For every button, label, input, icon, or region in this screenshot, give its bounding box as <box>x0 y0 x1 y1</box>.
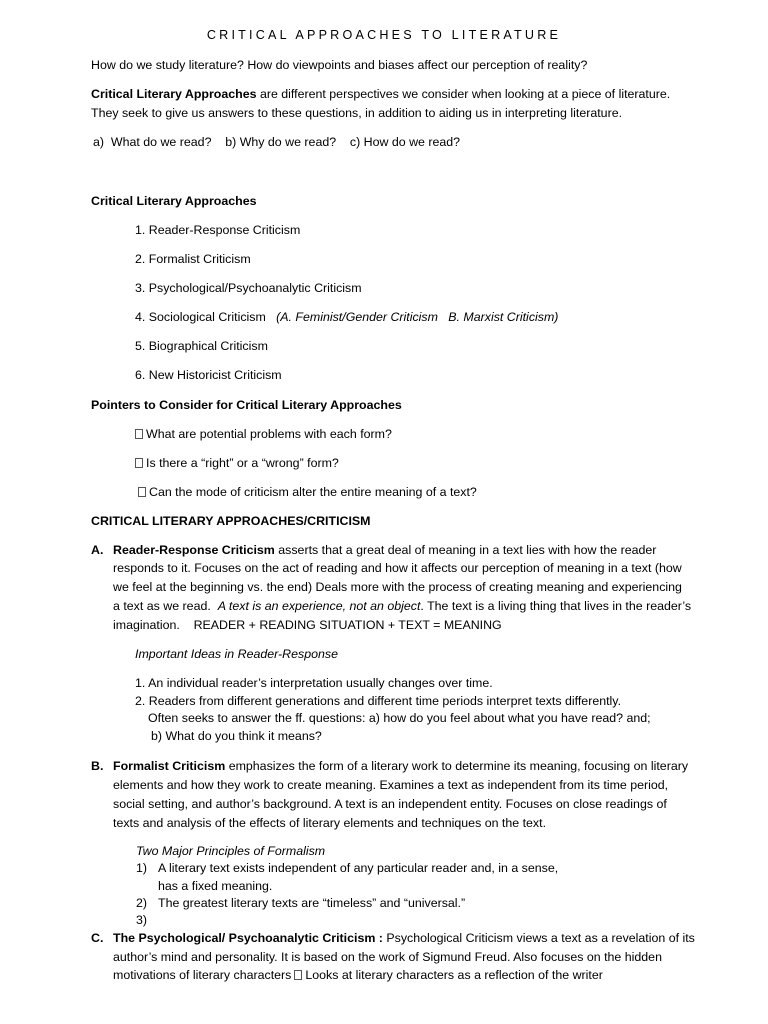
principles-heading: Two Major Principles of Formalism <box>136 844 326 858</box>
section-c-line-3 <box>113 966 603 984</box>
principle-text: has a fixed meaning. <box>158 879 273 893</box>
pointer-text: Can the mode of criticism alter the entire meaning of a text? <box>149 485 477 499</box>
sociological-subtypes: (A. Feminist/Gender Criticism B. Marxist Criticism) <box>276 310 559 324</box>
section-a-emphasis: A text is an experience, not an object <box>217 599 421 613</box>
pointer-item <box>135 454 339 472</box>
section-a-line-1 <box>113 541 656 559</box>
pointer-item <box>135 425 392 443</box>
missing-glyph-icon <box>138 487 146 497</box>
approach-item: 1. Reader-Response Criticism <box>135 223 301 237</box>
section-b-text: emphasizes the form of a literary work to determine its meaning, focusing on literary <box>225 759 689 773</box>
intro-rest: are different perspectives we consider when looking at a piece of literature. <box>256 87 671 101</box>
principle-number: 1) <box>136 861 148 875</box>
section-c-text: motivations of literary characters <box>113 968 292 982</box>
principle-text: A literary text exists independent of any particular reader and, in a sense, <box>158 861 559 875</box>
section-c-line-1 <box>113 929 695 947</box>
section-c-line-2: author’s mind and personality. It is based on the work of Sigmund Freud. Also focuses on the hidden <box>113 950 662 964</box>
approach-item: 5. Biographical Criticism <box>135 339 268 353</box>
approach-item: 6. New Historicist Criticism <box>135 368 282 382</box>
section-b-line-1 <box>113 757 688 775</box>
section-c-marker: C. <box>91 931 104 945</box>
intro-line-1 <box>91 85 670 103</box>
approach-item: 3. Psychological/Psychoanalytic Criticism <box>135 281 362 295</box>
principle-number: 2) <box>136 896 148 910</box>
approach-label: 4. Sociological Criticism <box>135 310 266 324</box>
pointer-item <box>138 483 477 501</box>
intro-question: How do we study literature? How do viewpoints and biases affect our perception of reality? <box>91 58 588 72</box>
section-c-text: Looks at literary characters as a reflection of the writer <box>305 968 603 982</box>
section-a-line-5: imagination. READER + READING SITUATION + TEXT = MEANING <box>113 618 502 632</box>
idea-continuation: b) What do you think it means? <box>151 729 322 743</box>
missing-glyph-icon <box>135 429 143 439</box>
missing-glyph-icon <box>135 458 143 468</box>
section-b-marker: B. <box>91 759 104 773</box>
principle-number: 3) <box>136 913 148 927</box>
section-a-marker: A. <box>91 543 104 557</box>
section-heading: CRITICAL LITERARY APPROACHES/CRITICISM <box>91 514 371 528</box>
idea-item: 2. Readers from different generations and different time periods interpret texts differently. <box>135 694 622 708</box>
page-title: CRITICAL APPROACHES TO LITERATURE <box>206 28 562 42</box>
pointers-heading: Pointers to Consider for Critical Literary Approaches <box>91 398 402 412</box>
approach-item: 2. Formalist Criticism <box>135 252 251 266</box>
approach-item-sociological <box>135 308 558 326</box>
approaches-heading: Critical Literary Approaches <box>91 194 257 208</box>
idea-continuation: Often seeks to answer the ff. questions: a) how do you feel about what you have read? and; <box>148 711 651 725</box>
section-a-line-4 <box>113 597 691 615</box>
intro-line-2: They seek to give us answers to these questions, in addition to aiding us in interpreting literature. <box>91 106 623 120</box>
pointer-text: Is there a “right” or a “wrong” form? <box>146 456 339 470</box>
section-a-term: Reader-Response Criticism <box>113 543 275 557</box>
section-a-text: . The text is a living thing that lives in the reader’s <box>420 599 692 613</box>
section-c-text: Psychological Criticism views a text as a revelation of its <box>382 931 695 945</box>
section-c-term: The Psychological/ Psychoanalytic Criticism : <box>113 931 383 945</box>
section-b-line-2: elements and how they work to create meaning. Examines a text as independent from its time period, <box>113 778 669 792</box>
ideas-heading: Important Ideas in Reader-Response <box>135 647 338 661</box>
section-a-line-2: responds to it. Focuses on the act of reading and how it affects our perception of meaning in a text (how <box>113 561 682 575</box>
principle-text: The greatest literary texts are “timeless” and “universal.” <box>158 896 466 910</box>
guiding-questions: a) What do we read? b) Why do we read? c) How do we read? <box>93 135 461 149</box>
pointer-text: What are potential problems with each form? <box>146 427 392 441</box>
missing-glyph-icon <box>294 970 302 980</box>
section-b-line-3: social setting, and author’s background. A text is an independent entity. Focuses on close readings of <box>113 797 667 811</box>
section-b-term: Formalist Criticism <box>113 759 226 773</box>
section-a-line-3: we feel at the beginning vs. the end) Deals more with the process of creating meaning and experiencing <box>113 580 682 594</box>
section-a-text: asserts that a great deal of meaning in a text lies with how the reader <box>274 543 657 557</box>
intro-term: Critical Literary Approaches <box>91 87 257 101</box>
idea-item: 1. An individual reader’s interpretation usually changes over time. <box>135 676 493 690</box>
section-b-line-4: texts and analysis of the effects of literary elements and techniques on the text. <box>113 816 547 830</box>
section-a-text: a text as we read. <box>113 599 218 613</box>
